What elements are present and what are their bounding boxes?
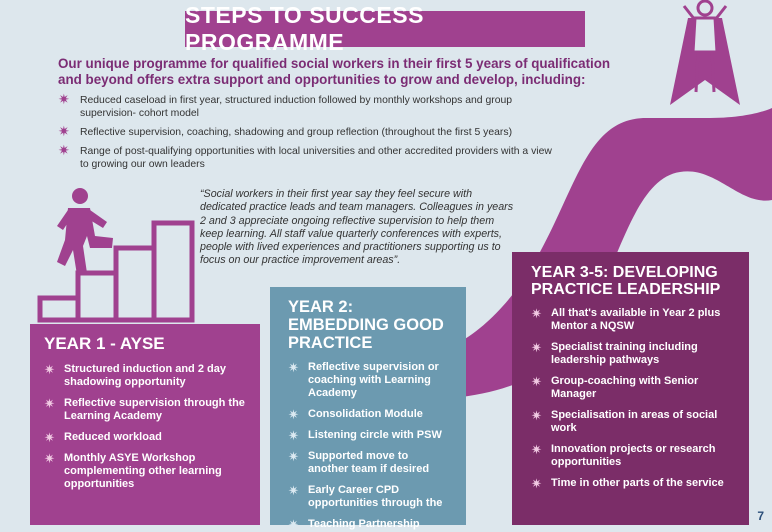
page-number: 7 [757,509,764,523]
star-icon: ✷ [58,142,70,158]
year2-item-text: Supported move to another team if desired [308,450,430,475]
benefit-item [58,123,558,139]
programme-title: STEPS TO SUCCESS PROGRAMME [185,11,585,47]
star-icon: ✷ [531,408,542,423]
star-icon: ✷ [288,517,299,532]
year3-item-text: Specialisation in areas of social work [551,409,718,434]
benefit-item [58,142,558,171]
year2-item-text: Early Career CPD opportunities through the [308,484,443,509]
star-icon: ✷ [44,396,55,411]
star-icon: ✷ [531,476,542,491]
year2-item [288,408,446,421]
year3-title: YEAR 3-5: DEVELOPING PRACTICE LEADERSHIP [531,264,721,298]
year1-card [30,324,260,525]
year1-title: YEAR 1 - AYSE [44,334,165,353]
year1-item [44,452,246,491]
year2-card [270,287,466,532]
year1-item [44,363,246,389]
star-icon: ✷ [44,362,55,377]
benefit-text: Range of post-qualifying opportunities with local universities and other accredited providers with a view to growing our own leaders [80,146,552,170]
year3-card [512,252,749,525]
star-icon: ✷ [288,407,299,422]
year2-item [288,429,446,442]
year2-item-text: Teaching Partnership [308,518,420,530]
star-icon: ✷ [288,483,299,498]
benefit-text: Reduced caseload in first year, structured induction followed by monthly workshops and group supervision- cohort model [80,95,513,119]
star-icon: ✷ [288,428,299,443]
year2-title: YEAR 2: EMBEDDING GOOD PRACTICE [288,298,444,352]
benefit-item [58,91,558,120]
year2-item-text: Reflective supervision or coaching with Learning Academy [308,361,439,399]
benefits-list [58,91,558,177]
star-icon: ✷ [531,442,542,457]
star-icon: ✷ [531,340,542,355]
person-climbing-stairs-icon [57,188,113,275]
year1-item-text: Structured induction and 2 day shadowing opportunity [64,363,226,388]
year1-item-text: Reduced workload [64,431,162,443]
star-icon: ✷ [58,123,70,139]
year1-item [44,431,246,444]
year3-item-text: Innovation projects or research opportunities [551,443,716,468]
year3-item [531,477,735,490]
stairs-graphic [35,178,225,328]
year3-item-text: All that's available in Year 2 plus Mentor a NQSW [551,307,721,332]
star-icon: ✷ [531,306,542,321]
star-icon: ✷ [58,91,70,107]
year1-item-text: Reflective supervision through the Learning Academy [64,397,245,422]
year3-item [531,409,735,435]
superhero-icon [660,0,750,110]
star-icon: ✷ [531,374,542,389]
year1-item-text: Monthly ASYE Workshop complementing other learning opportunities [64,452,222,490]
testimonial-quote: “Social workers in their first year say they feel secure with dedicated practice leads and team managers. Colleagues in years 2 and 3 appreciate ongoing reflective supervision to help them keep learning. All staff value quarterly conferences with experts, people with lived experiences and practitioners supporting us to focus on our practice improvement areas”. [200,188,514,267]
year2-item-text: Listening circle with PSW [308,429,442,441]
year3-item [531,375,735,401]
star-icon: ✷ [288,449,299,464]
star-icon: ✷ [288,360,299,375]
year3-item-text: Time in other parts of the service [551,477,724,489]
star-icon: ✷ [44,430,55,445]
intro-text: Our unique programme for qualified social workers in their first 5 years of qualification and beyond offers extra support and opportunities to grow and develop, including: [58,56,611,87]
benefit-text: Reflective supervision, coaching, shadowing and group reflection (throughout the first 5 years) [80,127,513,138]
year2-item [288,361,446,400]
year2-item [288,484,446,510]
year3-item [531,307,735,333]
year3-item [531,443,735,469]
year3-item [531,341,735,367]
year2-item-text: Consolidation Module [308,408,423,420]
year3-item-text: Group-coaching with Senior Manager [551,375,699,400]
year2-item [288,450,446,476]
star-icon: ✷ [44,451,55,466]
year3-item-text: Specialist training including leadership pathways [551,341,698,366]
year1-item [44,397,246,423]
